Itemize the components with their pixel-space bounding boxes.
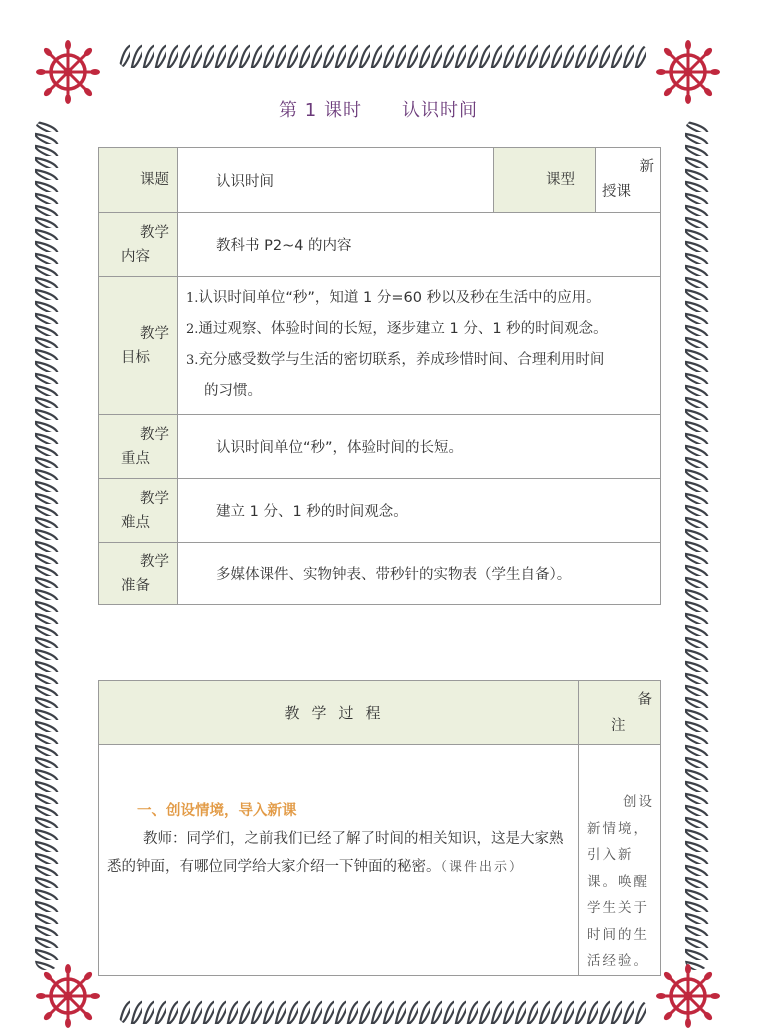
difficulties-label: 教学 难点: [99, 479, 178, 543]
goals-label: 教学 目标: [99, 277, 178, 415]
lesson-title: 认识时间: [401, 100, 478, 121]
ship-wheel-icon: [656, 964, 720, 1028]
section-title: 一、创设情境，导入新课: [137, 803, 297, 819]
preparation-label: 教学 准备: [99, 543, 178, 605]
lesson-info-table: [98, 147, 661, 605]
content-value: 教科书 P2~4 的内容: [178, 213, 661, 277]
process-header: 教学过程: [99, 681, 579, 745]
type-label: 课型: [494, 148, 596, 213]
goal-item: 3.充分感受数学与生活的密切联系，养成珍惜时间、合理利用时间: [186, 352, 605, 368]
table-row: [99, 213, 661, 277]
type-value: 新 授课: [596, 148, 661, 213]
key-points-label: 教学 重点: [99, 415, 178, 479]
page-title: [0, 96, 757, 122]
process-content: [99, 745, 579, 976]
topic-label: 课题: [99, 148, 178, 213]
table-row: [99, 745, 661, 976]
key-points-value: 认识时间单位“秒”，体验时间的长短。: [178, 415, 661, 479]
rope-border-right-icon: [685, 120, 709, 970]
topic-value: 认识时间: [178, 148, 494, 213]
process-notes: 创设 新情境， 引入新 课。唤醒 学生关于 时间的生 活经验。: [579, 745, 661, 976]
ship-wheel-icon: [36, 40, 100, 104]
notes-header: 备 注: [579, 681, 661, 745]
rope-border-top-icon: [118, 44, 648, 68]
rope-border-bottom-icon: [118, 1000, 648, 1024]
table-row: [99, 415, 661, 479]
goal-item: 2.通过观察、体验时间的长短，逐步建立 1 分、1 秒的时间观念。: [186, 321, 608, 337]
teaching-process-table: [98, 680, 661, 976]
goals-value: 1.认识时间单位“秒”，知道 1 分=60 秒以及秒在生活中的应用。 2.通过观察、体验时间的长短，逐步建立 1 分、1 秒的时间观念。 3.充分感受数学与生活的密切联系，养成珍惜时间、合理利用时间 的习惯。: [178, 277, 661, 415]
rope-border-left-icon: [35, 120, 59, 970]
table-row: [99, 277, 661, 415]
table-row: [99, 479, 661, 543]
table-row: [99, 681, 661, 745]
ship-wheel-icon: [656, 40, 720, 104]
preparation-value: 多媒体课件、实物钟表、带秒针的实物表（学生自备）。: [178, 543, 661, 605]
ship-wheel-icon: [36, 964, 100, 1028]
table-row: [99, 543, 661, 605]
difficulties-value: 建立 1 分、1 秒的时间观念。: [178, 479, 661, 543]
content-label: 教学 内容: [99, 213, 178, 277]
teacher-dialogue: 教师：同学们，之前我们已经了解了时间的相关知识，这是大家熟悉的钟面，有哪位同学给大家介绍一下钟面的秘密。（课件出示）: [107, 831, 564, 875]
table-row: [99, 148, 661, 213]
lesson-number: 第 1 课时: [279, 100, 362, 121]
goal-item: 1.认识时间单位“秒”，知道 1 分=60 秒以及秒在生活中的应用。: [186, 290, 601, 306]
